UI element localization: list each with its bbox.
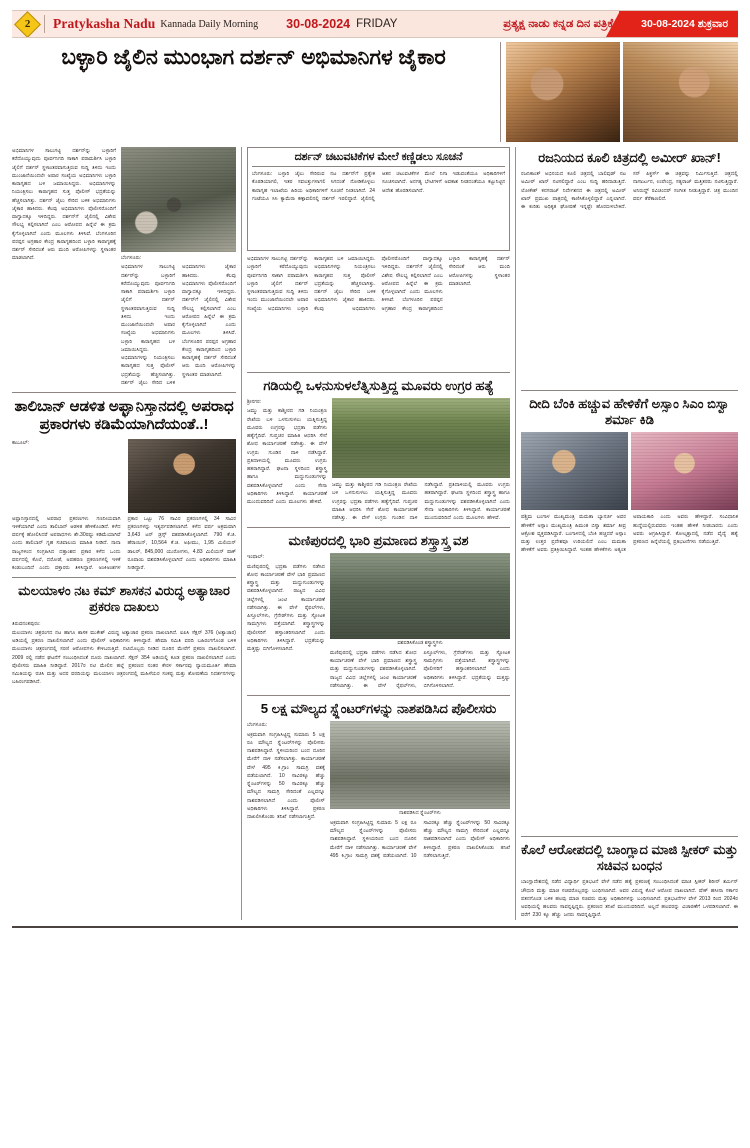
column-rule-2	[515, 147, 516, 920]
masthead-day: FRIDAY	[356, 18, 398, 30]
masthead-divider	[44, 15, 45, 33]
malayalam-actor-dateline: ತಿರುವನಂತಪುರಂ:	[12, 620, 41, 627]
border-militants-body-b: ಜಮ್ಮು ಮತ್ತು ಕಾಶ್ಮೀರದ ಗಡಿ ನಿಯಂತ್ರಣ ರೇಖೆಯ ಬಳಿ ಒಳನುಸುಳಲು ಯತ್ನಿಸುತ್ತಿದ್ದ ಮೂವರು ಉಗ್ರರನ್ನು ಭದ್ರತಾ ಪಡೆಗಳು ಹತ್ಯೆಗೈದಿವೆ. ಗುಪ್ತಚರ ಮಾಹಿತಿ ಆಧರಿಸಿ ಸೇನೆ ಶೋಧ ಕಾರ್ಯಾಚರಣೆ ನಡೆಸಿತ್ತು. ಈ ವೇಳೆ ಉಗ್ರರು ಗುಂಡಿನ ದಾಳಿ ನಡೆಸಿದ್ದಾರೆ. ಪ್ರತಿದಾಳಿಯಲ್ಲಿ ಮೂವರು ಉಗ್ರರು ಹತರಾಗಿದ್ದಾರೆ. ಘಟನಾ ಸ್ಥಳದಿಂದ ಶಸ್ತ್ರಾಸ್ತ್ರ ಹಾಗೂ ಮದ್ದುಗುಂಡುಗಳನ್ನು ವಶಪಡಿಸಿಕೊಳ್ಳಲಾಗಿದೆ ಎಂದು ಸೇನಾ ಅಧಿಕಾರಿಗಳು ತಿಳಿಸಿದ್ದಾರೆ. ಕಾರ್ಯಾಚರಣೆ ಮುಂದುವರಿದಿದೆ ಎಂದು ಮೂಲಗಳು ಹೇಳಿವೆ.	[331, 482, 511, 522]
masthead-date-tag: 30-08-2024 ಶುಕ್ರವಾರ	[619, 11, 738, 37]
lead-story-body-cont: ಬೆಂಗಳೂರು:	[121, 255, 142, 261]
masthead	[12, 10, 738, 38]
paper-subtitle: Kannada Daily Morning	[160, 18, 259, 30]
inset-box	[247, 147, 510, 251]
column-rule	[500, 42, 501, 142]
column-rule-1	[241, 147, 242, 920]
section-rule-2	[12, 577, 236, 578]
splinters-body-b: ಅಕ್ರಮವಾಗಿ ಸಂಗ್ರಹಿಸಿಟ್ಟಿದ್ದ ಸುಮಾರು 5 ಲಕ್ಷ ರೂ ಮೌಲ್ಯದ ಸ್ಪ್ಲೆಂಟರ್‌ಗಳನ್ನು ಪೊಲೀಸರು ನಾಶಪಡಿಸಿದ್ದಾರೆ. ಸ್ಥಳೀಯರಿಂದ ಬಂದ ದೂರಿನ ಮೇರೆಗೆ ದಾಳಿ ನಡೆಸಲಾಗಿತ್ತು. ಕಾರ್ಯಾಚರಣೆ ವೇಳೆ 495 ಕಿ.ಗ್ರಾಂ ಸಾಮಗ್ರಿ ವಶಕ್ಕೆ ಪಡೆಯಲಾಗಿದೆ. 10 ಸಾವಿರಕ್ಕೂ ಹೆಚ್ಚು ಸ್ಪ್ಲೆಂಟರ್‌ಗಳನ್ನು 50 ಸಾವಿರಕ್ಕೂ ಹೆಚ್ಚು ಮೌಲ್ಯದ ಸಾಮಗ್ರಿ ಸೇರಿದಂತೆ ಎಲ್ಲವನ್ನೂ ನಾಶಪಡಿಸಲಾಗಿದೆ ಎಂದು ಪೊಲೀಸ್ ಅಧಿಕಾರಿಗಳು ತಿಳಿಸಿದ್ದಾರೆ. ಪ್ರಕರಣ ದಾಖಲಿಸಿಕೊಂಡು ತನಿಖೆ ನಡೆಸಲಾಗುತ್ತಿದೆ.	[329, 819, 511, 859]
taliban-dateline: ಕಾಬೂಲ್:	[12, 439, 30, 446]
diamond-icon	[14, 11, 41, 38]
manipur-arms-caption: ವಶಪಡಿಸಿಕೊಂಡ ಶಸ್ತ್ರಾಸ್ತ್ರಗಳು	[397, 640, 443, 647]
column-left	[12, 147, 236, 920]
column-right	[521, 147, 738, 920]
bangladesh-arrest-headline: ಕೊಲೆ ಆರೋಪದಲ್ಲಿ ಬಾಂಗ್ಲಾದ ಮಾಜಿ ಸ್ಪೀಕರ್ ಮತ್ತು ಸಚಿವನ ಬಂಧನ	[521, 842, 738, 874]
border-militants-headline: ಗಡಿಯಲ್ಲಿ ಒಳನುಸುಳಲೆತ್ನಿಸುತ್ತಿದ್ದ ಮೂವರು ಉಗ್ರರ ಹತ್ಯೆ	[263, 378, 494, 393]
page-number-badge	[12, 11, 42, 37]
center-rule-3	[247, 695, 510, 696]
photo-aamir-khan	[623, 42, 738, 142]
photo-taliban-spokesman	[128, 439, 236, 513]
page-number: 2	[24, 17, 30, 30]
manipur-arms-body-a: ಮಣಿಪುರದಲ್ಲಿ ಭದ್ರತಾ ಪಡೆಗಳು ನಡೆಸಿದ ಶೋಧ ಕಾರ್ಯಾಚರಣೆ ವೇಳೆ ಭಾರಿ ಪ್ರಮಾಣದ ಶಸ್ತ್ರಾಸ್ತ್ರ ಮತ್ತು ಮದ್ದುಗುಂಡುಗಳನ್ನು ವಶಪಡಿಸಿಕೊಳ್ಳಲಾಗಿದೆ. ರಾಜ್ಯದ ವಿವಿಧ ಜಿಲ್ಲೆಗಳಲ್ಲಿ ಜಂಟಿ ಕಾರ್ಯಾಚರಣೆ ನಡೆಸಲಾಗಿತ್ತು. ಈ ವೇಳೆ ರೈಫಲ್‌ಗಳು, ಪಿಸ್ತೂಲ್‌ಗಳು, ಗ್ರೆನೇಡ್‌ಗಳು ಮತ್ತು ಸ್ಫೋಟಕ ಸಾಮಗ್ರಿಗಳು ಪತ್ತೆಯಾಗಿವೆ. ಶಸ್ತ್ರಾಸ್ತ್ರಗಳನ್ನು ಪೊಲೀಸರಿಗೆ ಹಸ್ತಾಂತರಿಸಲಾಗಿದೆ ಎಂದು ಅಧಿಕಾರಿಗಳು ತಿಳಿಸಿದ್ದಾರೆ. ಭದ್ರತೆಯನ್ನು ಮತ್ತಷ್ಟು ಬಿಗಿಗೊಳಿಸಲಾಗಿದೆ.	[246, 563, 325, 653]
photo-destroyed-splinters	[330, 721, 510, 809]
border-militants-dateline: ಶ್ರೀನಗರ:	[246, 399, 262, 406]
center-rule-1	[247, 372, 510, 373]
lead-headline: ಬಳ್ಳಾರಿ ಜೈಲಿನ ಮುಂಭಾಗ ದರ್ಶನ್ ಅಭಿಮಾನಿಗಳ ಜೈಕಾರ	[61, 45, 446, 69]
splinters-dateline: ಬೆಂಗಳೂರು:	[246, 722, 268, 729]
manipur-arms-dateline: ಇಂಫಾಲ್:	[246, 554, 264, 561]
rajini-aamir-headline: ರಜನಿಯದ ಕೂಲಿ ಚಿತ್ರದಲ್ಲಿ ಅಮೀರ್ ಖಾನ್!	[538, 150, 721, 165]
paper-title: Pratykasha Nadu	[53, 16, 156, 31]
assam-cm-photos	[521, 432, 738, 510]
splinters-body-a: ಅಕ್ರಮವಾಗಿ ಸಂಗ್ರಹಿಸಿಟ್ಟಿದ್ದ ಸುಮಾರು 5 ಲಕ್ಷ ರೂ ಮೌಲ್ಯದ ಸ್ಪ್ಲೆಂಟರ್‌ಗಳನ್ನು ಪೊಲೀಸರು ನಾಶಪಡಿಸಿದ್ದಾರೆ. ಸ್ಥಳೀಯರಿಂದ ಬಂದ ದೂರಿನ ಮೇರೆಗೆ ದಾಳಿ ನಡೆಸಲಾಗಿತ್ತು. ಕಾರ್ಯಾಚರಣೆ ವೇಳೆ 495 ಕಿ.ಗ್ರಾಂ ಸಾಮಗ್ರಿ ವಶಕ್ಕೆ ಪಡೆಯಲಾಗಿದೆ. 10 ಸಾವಿರಕ್ಕೂ ಹೆಚ್ಚು ಸ್ಪ್ಲೆಂಟರ್‌ಗಳನ್ನು 50 ಸಾವಿರಕ್ಕೂ ಹೆಚ್ಚು ಮೌಲ್ಯದ ಸಾಮಗ್ರಿ ಸೇರಿದಂತೆ ಎಲ್ಲವನ್ನೂ ನಾಶಪಡಿಸಲಾಗಿದೆ ಎಂದು ಪೊಲೀಸ್ ಅಧಿಕಾರಿಗಳು ತಿಳಿಸಿದ್ದಾರೆ. ಪ್ರಕರಣ ದಾಖಲಿಸಿಕೊಂಡು ತನಿಖೆ ನಡೆಸಲಾಗುತ್ತಿದೆ.	[246, 731, 325, 821]
manipur-arms-body-b: ಮಣಿಪುರದಲ್ಲಿ ಭದ್ರತಾ ಪಡೆಗಳು ನಡೆಸಿದ ಶೋಧ ಕಾರ್ಯಾಚರಣೆ ವೇಳೆ ಭಾರಿ ಪ್ರಮಾಣದ ಶಸ್ತ್ರಾಸ್ತ್ರ ಮತ್ತು ಮದ್ದುಗುಂಡುಗಳನ್ನು ವಶಪಡಿಸಿಕೊಳ್ಳಲಾಗಿದೆ. ರಾಜ್ಯದ ವಿವಿಧ ಜಿಲ್ಲೆಗಳಲ್ಲಿ ಜಂಟಿ ಕಾರ್ಯಾಚರಣೆ ನಡೆಸಲಾಗಿತ್ತು. ಈ ವೇಳೆ ರೈಫಲ್‌ಗಳು, ಪಿಸ್ತೂಲ್‌ಗಳು, ಗ್ರೆನೇಡ್‌ಗಳು ಮತ್ತು ಸ್ಫೋಟಕ ಸಾಮಗ್ರಿಗಳು ಪತ್ತೆಯಾಗಿವೆ. ಶಸ್ತ್ರಾಸ್ತ್ರಗಳನ್ನು ಪೊಲೀಸರಿಗೆ ಹಸ್ತಾಂತರಿಸಲಾಗಿದೆ ಎಂದು ಅಧಿಕಾರಿಗಳು ತಿಳಿಸಿದ್ದಾರೆ. ಭದ್ರತೆಯನ್ನು ಮತ್ತಷ್ಟು ಬಿಗಿಗೊಳಿಸಲಾಗಿದೆ.	[329, 649, 511, 689]
photo-rajinikanth	[506, 42, 620, 142]
malayalam-actor-headline: ಮಲಯಾಳಂ ನಟ ಕಮ್ ಶಾಸಕನ ವಿರುದ್ಧ ಅತ್ಯಾಚಾರ ಪ್ರಕರಣ ದಾಖಲು	[18, 583, 230, 615]
lead-story-body-overflow: ಅಭಿಮಾನಿಗಳ ಸಾಲುಗಟ್ಟಿ ದರ್ಶನ್‌ನ್ನು ಬಳ್ಳಾರಿಗೆ ಕರೆದೊಯ್ಯುವುದು ಪೂರ್ವನಿಗದಿ ಸಾಕಾಗಿ ಪರಾಮರ್ಶಿಸಿ ಬಳ್ಳಾರಿ ಜೈಲಿಗೆ ದರ್ಶನ್ ಸ್ಥಳಾಂತರವಾಗುತ್ತಿರುವ ಸುದ್ದಿ ತಿಳಿದು ಇಂದು ಮುಂಜಾನೆಯಿಂದಲೇ ಅಪಾರ ಸಂಖ್ಯೆಯ ಅಭಿಮಾನಿಗಳು ಬಳ್ಳಾರಿ ಕಾರಾಗೃಹದ ಬಳಿ ಜಮಾಯಿಸಿದ್ದರು. ಅಭಿಮಾನಿಗಳನ್ನು ನಿಯಂತ್ರಿಸಲು ಕಾರಾಗೃಹದ ಸುತ್ತ ಪೊಲೀಸ್ ಭದ್ರತೆಯನ್ನು ಹೆಚ್ಚಿಸಲಾಗಿತ್ತು. ದರ್ಶನ್ ಜೈಲು ಸೇರಿದ ಬಳಿಕ ಅಭಿಮಾನಿಗಳು ಜೈಕಾರ ಹಾಕಿದರು. ಕೆಲವು ಅಭಿಮಾನಿಗಳು ಪೊಲೀಸರೊಂದಿಗೆ ವಾಗ್ವಾದಕ್ಕೂ ಇಳಿದಿದ್ದರು. ದರ್ಶನ್‌ಗೆ ಜೈಲಿನಲ್ಲಿ ವಿಶೇಷ ಸೌಲಭ್ಯ ಕಲ್ಪಿಸಲಾಗಿದೆ ಎಂಬ ಆರೋಪದ ಹಿನ್ನೆಲೆ ಈ ಕ್ರಮ ಕೈಗೊಳ್ಳಲಾಗಿದೆ ಎಂದು ಮೂಲಗಳು ತಿಳಿಸಿವೆ. ಬೆಂಗಳೂರಿನ ಪರಪ್ಪನ ಅಗ್ರಹಾರ ಕೇಂದ್ರ ಕಾರಾಗೃಹದಿಂದ ಬಳ್ಳಾರಿ ಕಾರಾಗೃಹಕ್ಕೆ ದರ್ಶನ್ ಸೇರಿದಂತೆ ಆರು ಮಂದಿ ಆರೋಪಿಗಳನ್ನು ಸ್ಥಳಾಂತರ ಮಾಡಲಾಗಿದೆ.	[121, 264, 236, 386]
splinters-caption: ನಾಶಪಡಿಸಿದ ಸ್ಪ್ಲೆಂಟರ್‌ಗಳು	[399, 810, 441, 817]
column-center	[247, 147, 510, 920]
photo-seized-weapons	[330, 553, 510, 639]
photo-darshan-jail	[121, 147, 236, 252]
paper-title-kannada: ಪ್ರತ್ಯಕ್ಷ ನಾಡು ಕನ್ನಡ ದಿನ ಪತ್ರಿಕೆ	[503, 17, 614, 30]
masthead-date: 30-08-2024	[286, 17, 351, 31]
assam-cm-body: ಪಶ್ಚಿಮ ಬಂಗಾಳ ಮುಖ್ಯಮಂತ್ರಿ ಮಮತಾ ಬ್ಯಾನರ್ಜಿ ಅವರ ಹೇಳಿಕೆಗೆ ಅಸ್ಸಾಂ ಮುಖ್ಯಮಂತ್ರಿ ಹಿಮಂತ ಬಿಸ್ವಾ ಶರ್ಮಾ ತೀವ್ರ ಆಕ್ರೋಶ ವ್ಯಕ್ತಪಡಿಸಿದ್ದಾರೆ. ಬಂಗಾಳದಲ್ಲಿ ಬೆಂಕಿ ಹಚ್ಚಿದರೆ ಅಸ್ಸಾಂ ಮತ್ತು ಉತ್ತರ ಪ್ರದೇಶವೂ ಉರಿಯಲಿದೆ ಎಂಬ ಮಮತಾ ಹೇಳಿಕೆಗೆ ಅವರು ಪ್ರತಿಕ್ರಿಯಿಸಿದ್ದಾರೆ. ಇಂತಹ ಹೇಳಿಕೆಗಳು ಅತ್ಯಂತ ಅಪಾಯಕಾರಿ ಎಂದು ಅವರು ಹೇಳಿದ್ದಾರೆ. ಸಂವಿಧಾನಿಕ ಹುದ್ದೆಯಲ್ಲಿರುವವರು ಇಂತಹ ಹೇಳಿಕೆ ನೀಡಬಾರದು ಎಂದು ಅವರು ಆಗ್ರಹಿಸಿದ್ದಾರೆ. ಕೋಲ್ಕತ್ತಾದಲ್ಲಿ ನಡೆದ ವೈದ್ಯೆ ಹತ್ಯೆ ಪ್ರಕರಣದ ಹಿನ್ನೆಲೆಯಲ್ಲಿ ಪ್ರತಿಭಟನೆಗಳು ನಡೆಯುತ್ತಿವೆ.	[521, 514, 738, 554]
lead-story-body: ಅಭಿಮಾನಿಗಳ ಸಾಲುಗಟ್ಟಿ ದರ್ಶನ್‌ನ್ನು ಬಳ್ಳಾರಿಗೆ ಕರೆದೊಯ್ಯುವುದು ಪೂರ್ವನಿಗದಿ ಸಾಕಾಗಿ ಪರಾಮರ್ಶಿಸಿ ಬಳ್ಳಾರಿ ಜೈಲಿಗೆ ದರ್ಶನ್ ಸ್ಥಳಾಂತರವಾಗುತ್ತಿರುವ ಸುದ್ದಿ ತಿಳಿದು ಇಂದು ಮುಂಜಾನೆಯಿಂದಲೇ ಅಪಾರ ಸಂಖ್ಯೆಯ ಅಭಿಮಾನಿಗಳು ಬಳ್ಳಾರಿ ಕಾರಾಗೃಹದ ಬಳಿ ಜಮಾಯಿಸಿದ್ದರು. ಅಭಿಮಾನಿಗಳನ್ನು ನಿಯಂತ್ರಿಸಲು ಕಾರಾಗೃಹದ ಸುತ್ತ ಪೊಲೀಸ್ ಭದ್ರತೆಯನ್ನು ಹೆಚ್ಚಿಸಲಾಗಿತ್ತು. ದರ್ಶನ್ ಜೈಲು ಸೇರಿದ ಬಳಿಕ ಅಭಿಮಾನಿಗಳು ಜೈಕಾರ ಹಾಕಿದರು. ಕೆಲವು ಅಭಿಮಾನಿಗಳು ಪೊಲೀಸರೊಂದಿಗೆ ವಾಗ್ವಾದಕ್ಕೂ ಇಳಿದಿದ್ದರು. ದರ್ಶನ್‌ಗೆ ಜೈಲಿನಲ್ಲಿ ವಿಶೇಷ ಸೌಲಭ್ಯ ಕಲ್ಪಿಸಲಾಗಿದೆ ಎಂಬ ಆರೋಪದ ಹಿನ್ನೆಲೆ ಈ ಕ್ರಮ ಕೈಗೊಳ್ಳಲಾಗಿದೆ ಎಂದು ಮೂಲಗಳು ತಿಳಿಸಿವೆ. ಬೆಂಗಳೂರಿನ ಪರಪ್ಪನ ಅಗ್ರಹಾರ ಕೇಂದ್ರ ಕಾರಾಗೃಹದಿಂದ ಬಳ್ಳಾರಿ ಕಾರಾಗೃಹಕ್ಕೆ ದರ್ಶನ್ ಸೇರಿದಂತೆ ಆರು ಮಂದಿ ಆರೋಪಿಗಳನ್ನು ಸ್ಥಳಾಂತರ ಮಾಡಲಾಗಿದೆ.	[12, 148, 116, 262]
content-grid	[12, 147, 738, 920]
page-footer-rule	[12, 926, 738, 928]
right-rule-2	[521, 836, 738, 837]
inset-box-headline: ದರ್ಶನ್ ಚಟುವಟಿಕೆಗಳ ಮೇಲೆ ಕಣ್ಣಿಡಲು ಸೂಚನೆ	[252, 151, 505, 167]
section-rule	[12, 392, 236, 393]
manipur-arms-headline: ಮಣಿಪುರದಲ್ಲಿ ಭಾರಿ ಪ್ರಮಾಣದ ಶಸ್ತ್ರಾಸ್ತ್ರ ವಶ	[288, 533, 469, 549]
center-rule-2	[247, 527, 510, 528]
taliban-body: ಅಫ್ಘಾನಿಸ್ತಾನದಲ್ಲಿ ಅಪರಾಧ ಪ್ರಕರಣಗಳು ಗಣನೀಯವಾಗಿ ಇಳಿಕೆಯಾಗಿವೆ ಎಂದು ತಾಲಿಬಾನ್ ಆಡಳಿತ ಹೇಳಿಕೊಂಡಿದೆ. ಕಳೆದ ವರ್ಷಕ್ಕೆ ಹೋಲಿಸಿದರೆ ಅಪರಾಧಗಳು ಶೇ.30ರಷ್ಟು ಕಡಿಮೆಯಾಗಿವೆ ಎಂದು ತಾಲಿಬಾನ್ ಗೃಹ ಸಚಿವಾಲಯ ಮಾಹಿತಿ ನೀಡಿದೆ. ನಾನಾ ರಾಜ್ಯಗಳಿಂದ ಸಂಗ್ರಹಿಸಿದ ದತ್ತಾಂಶದ ಪ್ರಕಾರ ಕಳೆದ ಒಂದು ವರ್ಷದಲ್ಲಿ ಕೊಲೆ, ದರೋಡೆ, ಅಪಹರಣ ಪ್ರಕರಣಗಳಲ್ಲಿ ಇಳಿಕೆ ಕಂಡುಬಂದಿದೆ ಎಂದು ವಕ್ತಾರರು ತಿಳಿಸಿದ್ದಾರೆ. ಅಂಕಿಅಂಶಗಳ ಪ್ರಕಾರ ಒಟ್ಟು 76 ಸಾವಿರ ಪ್ರಕರಣಗಳಲ್ಲಿ 34 ಸಾವಿರ ಪ್ರಕರಣಗಳನ್ನು ಇತ್ಯರ್ಥಪಡಿಸಲಾಗಿದೆ. ಕಳೆದ ವರ್ಷ ಅಕ್ರಮವಾಗಿ 3,643 ಟನ್ ಡ್ರಗ್ಸ್ ವಶಪಡಿಸಿಕೊಳ್ಳಲಾಗಿದೆ. 790 ಕೆ.ಜಿ. ಹೆರಾಯಿನ್, 10,564 ಕೆ.ಜಿ. ಅಫೀಮು, 1,95 ಮಿಲಿಯನ್ ಡಾಲರ್, 845,000 ಯುರೋಗಳು, 4.83 ಮಿಲಿಯನ್ ಪಾಕ್ ರೂಪಾಯಿ ವಶಪಡಿಸಿಕೊಳ್ಳಲಾಗಿದೆ ಎಂದು ಅಧಿಕಾರಿಗಳು ಮಾಹಿತಿ ನೀಡಿದ್ದಾರೆ.	[12, 515, 236, 572]
assam-cm-headline: ದೀದಿ ಬೆಂಕಿ ಹಚ್ಚುವ ಹೇಳಿಕೆಗೆ ಅಸ್ಸಾಂ ಸಿಎಂ ಬಿಸ್ವಾ ಶರ್ಮಾ ಕಿಡಿ	[529, 396, 730, 428]
photo-himanta-biswa-sarma	[521, 432, 628, 510]
right-rule-1	[521, 390, 738, 391]
photo-army-convoy	[332, 398, 510, 478]
border-militants-body-a: ಜಮ್ಮು ಮತ್ತು ಕಾಶ್ಮೀರದ ಗಡಿ ನಿಯಂತ್ರಣ ರೇಖೆಯ ಬಳಿ ಒಳನುಸುಳಲು ಯತ್ನಿಸುತ್ತಿದ್ದ ಮೂವರು ಉಗ್ರರನ್ನು ಭದ್ರತಾ ಪಡೆಗಳು ಹತ್ಯೆಗೈದಿವೆ. ಗುಪ್ತಚರ ಮಾಹಿತಿ ಆಧರಿಸಿ ಸೇನೆ ಶೋಧ ಕಾರ್ಯಾಚರಣೆ ನಡೆಸಿತ್ತು. ಈ ವೇಳೆ ಉಗ್ರರು ಗುಂಡಿನ ದಾಳಿ ನಡೆಸಿದ್ದಾರೆ. ಪ್ರತಿದಾಳಿಯಲ್ಲಿ ಮೂವರು ಉಗ್ರರು ಹತರಾಗಿದ್ದಾರೆ. ಘಟನಾ ಸ್ಥಳದಿಂದ ಶಸ್ತ್ರಾಸ್ತ್ರ ಹಾಗೂ ಮದ್ದುಗುಂಡುಗಳನ್ನು ವಶಪಡಿಸಿಕೊಳ್ಳಲಾಗಿದೆ ಎಂದು ಸೇನಾ ಅಧಿಕಾರಿಗಳು ತಿಳಿಸಿದ್ದಾರೆ. ಕಾರ್ಯಾಚರಣೆ ಮುಂದುವರಿದಿದೆ ಎಂದು ಮೂಲಗಳು ಹೇಳಿವೆ.	[246, 408, 327, 506]
malayalam-actor-body: ಮಲಯಾಳಂ ಚಿತ್ರರಂಗದ ನಟ ಹಾಗೂ ಶಾಸಕ ಮುಕೇಶ್ ವಿರುದ್ಧ ಅತ್ಯಾಚಾರ ಪ್ರಕರಣ ದಾಖಲಾಗಿದೆ. ಐಪಿಸಿ ಸೆಕ್ಷನ್ 376 (ಅತ್ಯಾಚಾರ) ಅಡಿಯಲ್ಲಿ ಪ್ರಕರಣ ದಾಖಲಿಸಲಾಗಿದೆ ಎಂದು ಪೊಲೀಸ್ ಅಧಿಕಾರಿಗಳು ತಿಳಿಸಿದ್ದಾರೆ. ಹೇಮಾ ಸಮಿತಿ ವರದಿ ಬಹಿರಂಗಗೊಂಡ ಬಳಿಕ ಮಲಯಾಳಂ ಚಿತ್ರರಂಗದಲ್ಲಿ ಸರಣಿ ಆರೋಪಗಳು ಕೇಳಿಬರುತ್ತಿವೆ. ನಟಿಯೊಬ್ಬರು ನೀಡಿದ ದೂರಿನ ಮೇರೆಗೆ ಪ್ರಕರಣ ದಾಖಲಿಸಲಾಗಿದೆ. 2009 ರಲ್ಲಿ ನಡೆದ ಘಟನೆಗೆ ಸಂಬಂಧಿಸಿದಂತೆ ದೂರು ದಾಖಲಾಗಿದೆ. ಸೆಕ್ಷನ್ 354 ಅಡಿಯಲ್ಲಿ ಕೂಡ ಪ್ರಕರಣ ದಾಖಲಿಸಲಾಗಿದೆ ಎಂದು ಪೊಲೀಸರು ಮಾಹಿತಿ ನೀಡಿದ್ದಾರೆ. 2017ರ ನಟಿ ಮೇಲಿನ ಹಲ್ಲೆ ಪ್ರಕರಣದ ನಂತರ ಕೇರಳ ಸರ್ಕಾರವು ನ್ಯಾಯಮೂರ್ತಿ ಹೇಮಾ ಸಮಿತಿಯನ್ನು ರಚಿಸಿ ಮತ್ತು ಅದರ ವರದಿಯನ್ನು ಮಲಯಾಳಂ ಚಿತ್ರರಂಗದಲ್ಲಿ ಮಹಿಳೆಯರ ಸಂಕಷ್ಟ ಮತ್ತು ಶೋಷಣೆಯ ನಿದರ್ಶನಗಳನ್ನು ಬಹಿರಂಗಪಡಿಸಿದೆ.	[12, 629, 236, 686]
lead-story-continuation: ಅಭಿಮಾನಿಗಳ ಸಾಲುಗಟ್ಟಿ ದರ್ಶನ್‌ನ್ನು ಬಳ್ಳಾರಿಗೆ ಕರೆದೊಯ್ಯುವುದು ಪೂರ್ವನಿಗದಿ ಸಾಕಾಗಿ ಪರಾಮರ್ಶಿಸಿ ಬಳ್ಳಾರಿ ಜೈಲಿಗೆ ದರ್ಶನ್ ಸ್ಥಳಾಂತರವಾಗುತ್ತಿರುವ ಸುದ್ದಿ ತಿಳಿದು ಇಂದು ಮುಂಜಾನೆಯಿಂದಲೇ ಅಪಾರ ಸಂಖ್ಯೆಯ ಅಭಿಮಾನಿಗಳು ಬಳ್ಳಾರಿ ಕಾರಾಗೃಹದ ಬಳಿ ಜಮಾಯಿಸಿದ್ದರು. ಅಭಿಮಾನಿಗಳನ್ನು ನಿಯಂತ್ರಿಸಲು ಕಾರಾಗೃಹದ ಸುತ್ತ ಪೊಲೀಸ್ ಭದ್ರತೆಯನ್ನು ಹೆಚ್ಚಿಸಲಾಗಿತ್ತು. ದರ್ಶನ್ ಜೈಲು ಸೇರಿದ ಬಳಿಕ ಅಭಿಮಾನಿಗಳು ಜೈಕಾರ ಹಾಕಿದರು. ಕೆಲವು ಅಭಿಮಾನಿಗಳು ಪೊಲೀಸರೊಂದಿಗೆ ವಾಗ್ವಾದಕ್ಕೂ ಇಳಿದಿದ್ದರು. ದರ್ಶನ್‌ಗೆ ಜೈಲಿನಲ್ಲಿ ವಿಶೇಷ ಸೌಲಭ್ಯ ಕಲ್ಪಿಸಲಾಗಿದೆ ಎಂಬ ಆರೋಪದ ಹಿನ್ನೆಲೆ ಈ ಕ್ರಮ ಕೈಗೊಳ್ಳಲಾಗಿದೆ ಎಂದು ಮೂಲಗಳು ತಿಳಿಸಿವೆ. ಬೆಂಗಳೂರಿನ ಪರಪ್ಪನ ಅಗ್ರಹಾರ ಕೇಂದ್ರ ಕಾರಾಗೃಹದಿಂದ ಬಳ್ಳಾರಿ ಕಾರಾಗೃಹಕ್ಕೆ ದರ್ಶನ್ ಸೇರಿದಂತೆ ಆರು ಮಂದಿ ಆರೋಪಿಗಳನ್ನು ಸ್ಥಳಾಂತರ ಮಾಡಲಾಗಿದೆ.	[246, 256, 511, 312]
taliban-headline: ತಾಲಿಬಾನ್ ಆಡಳಿತ ಅಫ್ಘಾನಿಸ್ತಾನದಲ್ಲಿ ಅಪರಾಧ ಪ್ರಕಾರಗಳು ಕಡಿಮೆಯಾಗಿದೆಯಂತೆ..!	[14, 398, 234, 434]
bangladesh-arrest-body: ಬಾಂಗ್ಲಾದೇಶದಲ್ಲಿ ನಡೆದ ವಿದ್ಯಾರ್ಥಿ ಪ್ರತಿಭಟನೆ ವೇಳೆ ನಡೆದ ಹತ್ಯೆ ಪ್ರಕರಣಕ್ಕೆ ಸಂಬಂಧಿಸಿದಂತೆ ಮಾಜಿ ಸ್ಪೀಕರ್ ಶಿರೀನ್ ಶರ್ಮಿನ್ ಚೌಧುರಿ ಮತ್ತು ಮಾಜಿ ಸಚಿವರೊಬ್ಬರನ್ನು ಬಂಧಿಸಲಾಗಿದೆ. ಅವರ ವಿರುದ್ಧ ಕೊಲೆ ಆರೋಪ ದಾಖಲಾಗಿದೆ. ಷೇಕ್ ಹಸೀನಾ ಸರ್ಕಾರ ಪತನಗೊಂಡ ಬಳಿಕ ಹಲವು ಮಾಜಿ ಸಚಿವರು ಮತ್ತು ಅಧಿಕಾರಿಗಳನ್ನು ಬಂಧಿಸಲಾಗಿದೆ. ಪ್ರತಿಭಟನೆಗಳ ವೇಳೆ 2013 ರಿಂದ 2024ರ ಅವಧಿಯಲ್ಲಿ ಹಲವರು ಸಾವನ್ನಪ್ಪಿದ್ದರು. ಪ್ರಕರಣದ ತನಿಖೆ ಮುಂದುವರಿದಿದೆ. ಅಲ್ಲದೆ ಹಲವರನ್ನು ವಿಚಾರಣೆಗೆ ಒಳಪಡಿಸಲಾಗಿದೆ. ಈ ವರೆಗೆ 230 ಕ್ಕೂ ಹೆಚ್ಚು ಜನರು ಸಾವನ್ನಪ್ಪಿದ್ದಾರೆ.	[521, 879, 738, 919]
splinters-headline: 5 ಲಕ್ಷ ಮೌಲ್ಯದ ಸ್ಪ್ಲೆಂಟರ್‌ಗಳನ್ನು ನಾಶಪಡಿಸಿದ ಪೊಲೀಸರು	[260, 701, 497, 717]
inset-box-body: ಬೆಂಗಳೂರು: ಬಳ್ಳಾರಿ ಜೈಲು ಸೇರಿರುವ ನಟ ದರ್ಶನ್‌ಗೆ ಪ್ರತ್ಯೇಕ ಕೊಠಡಿಯಾಗಲಿ, ಇತರ ಸವಲತ್ತುಗಳಾಗಲಿ ಸಿಗದಂತೆ ನೋಡಿಕೊಳ್ಳಲು ಕಾರಾಗೃಹ ಇಲಾಖೆಯ ಹಿರಿಯ ಅಧಿಕಾರಿಗಳಿಗೆ ಸೂಚನೆ ನೀಡಲಾಗಿದೆ. 24 ಗಂಟೆಯೂ ಸಿಸಿ ಕ್ಯಾಮೆರಾ ಕಣ್ಗಾವಲಿನಲ್ಲಿ ದರ್ಶನ್ ಇರಲಿದ್ದಾರೆ. ಜೈಲಿನಲ್ಲಿ ಆತನ ಚಟುವಟಿಕೆಗಳ ಮೇಲೆ ನಿಗಾ ಇಡುವಂತೆಯೂ ಅಧಿಕಾರಿಗಳಿಗೆ ಸೂಚಿಸಲಾಗಿದೆ. ಅನಗತ್ಯ ಭೇಟಿಗಳಿಗೆ ಅವಕಾಶ ನೀಡದಂತೆಯೂ ಕಟ್ಟುನಿಟ್ಟಿನ ಆದೇಶ ಹೊರಡಿಸಲಾಗಿದೆ.	[251, 171, 506, 202]
rajini-aamir-photos	[506, 42, 738, 142]
rajini-aamir-body: ರಜನಿಕಾಂತ್ ಅಭಿನಯದ ಕೂಲಿ ಚಿತ್ರದಲ್ಲಿ ಬಾಲಿವುಡ್ ನಟ ಅಮೀರ್ ಖಾನ್ ನಟಿಸಲಿದ್ದಾರೆ ಎಂಬ ಸುದ್ದಿ ಹರಿದಾಡುತ್ತಿದೆ. ಲೋಕೇಶ್ ಕನಗರಾಜ್ ನಿರ್ದೇಶನದ ಈ ಚಿತ್ರದಲ್ಲಿ ಅಮೀರ್ ಖಾನ್ ಪ್ರಮುಖ ಪಾತ್ರದಲ್ಲಿ ಕಾಣಿಸಿಕೊಳ್ಳಲಿದ್ದಾರೆ ಎನ್ನಲಾಗಿದೆ. ಈ ಕುರಿತು ಅಧಿಕೃತ ಘೋಷಣೆ ಇನ್ನಷ್ಟೇ ಹೊರಬೀಳಬೇಕಿದೆ. ಸನ್ ಪಿಕ್ಚರ್ಸ್ ಈ ಚಿತ್ರವನ್ನು ನಿರ್ಮಿಸುತ್ತಿದೆ. ಚಿತ್ರದಲ್ಲಿ ನಾಗಾರ್ಜುನ, ಉಪೇಂದ್ರ, ಸತ್ಯರಾಜ್ ಮತ್ತಿತರರು ನಟಿಸುತ್ತಿದ್ದಾರೆ. ಅನಿರುದ್ಧ್ ರವಿಚಂದರ್ ಸಂಗೀತ ನೀಡುತ್ತಿದ್ದಾರೆ. ಚಿತ್ರ ಮುಂದಿನ ವರ್ಷ ತೆರೆಕಾಣಲಿದೆ.	[521, 171, 738, 211]
photo-mamata-banerjee	[631, 432, 738, 510]
